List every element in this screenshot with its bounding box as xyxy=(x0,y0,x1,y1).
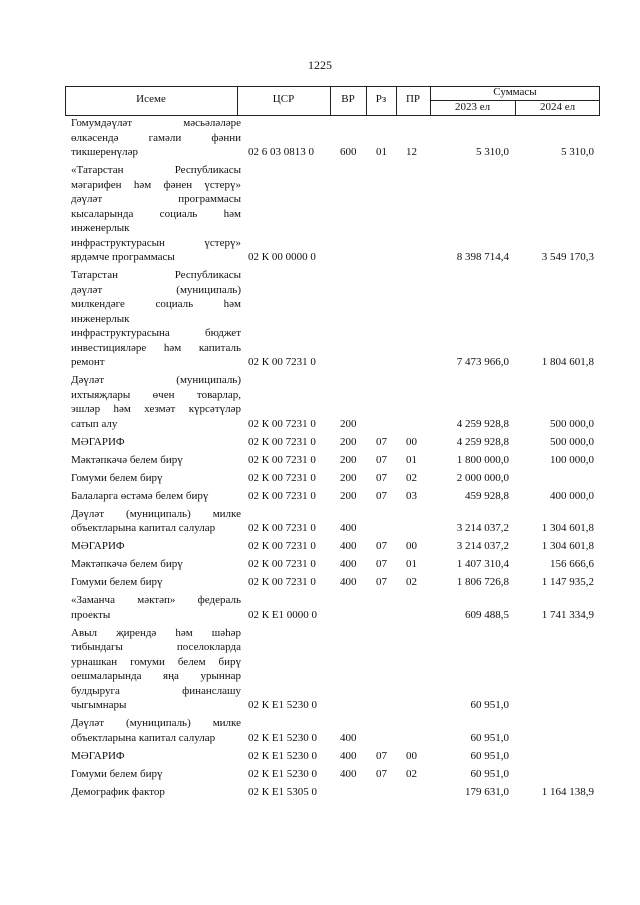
header-name: Исеме xyxy=(136,93,166,105)
row-rz: 07 xyxy=(376,767,387,780)
row-vr: 400 xyxy=(340,767,357,780)
row-csr: 02 К Е1 5230 0 xyxy=(248,699,318,711)
row-sum-2023: 3 214 037,2 xyxy=(456,540,509,552)
row-name-line: урнашкан гомуми белем бирү xyxy=(71,655,241,668)
header-csr: ЦСР xyxy=(272,93,295,105)
row-rz: 07 xyxy=(376,435,387,448)
row-name-line: дәүләт (муниципаль) xyxy=(71,283,241,296)
row-name-line: Гомуми белем бирү xyxy=(71,576,163,588)
row-name-line: Гомуми белем бирү xyxy=(71,767,163,780)
row-sum-2024: 5 310,0 xyxy=(561,146,594,158)
row-sum-2023: 1 407 310,4 xyxy=(456,558,509,570)
row-csr: 02 6 03 0813 0 xyxy=(248,146,314,158)
row-csr: 02 К 00 7231 0 xyxy=(248,489,316,502)
row-sum-2023: 5 310,0 xyxy=(476,146,509,158)
row-csr: 02 К Е1 5230 0 xyxy=(248,749,318,762)
row-rz: 07 xyxy=(376,471,387,484)
row-sum-2023: 2 000 000,0 xyxy=(456,471,509,484)
row-sum-2023: 7 473 966,0 xyxy=(456,356,509,368)
row-pr: 02 xyxy=(406,767,417,780)
row-name-line: инфраструктурасына бюджет xyxy=(71,327,241,339)
row-rz: 07 xyxy=(376,453,387,466)
row-sum-2024: 400 000,0 xyxy=(550,489,594,502)
row-name-line: Гомуми белем бирү xyxy=(71,471,163,484)
row-name-line: кысаларында социаль һәм xyxy=(71,207,241,220)
header-year-2024: 2024 ел xyxy=(539,101,576,113)
header-vr: ВР xyxy=(341,93,355,105)
row-name-line: Дәүләт (муниципаль) милке xyxy=(71,507,241,520)
row-vr: 200 xyxy=(340,453,357,466)
row-sum-2024: 1 164 138,9 xyxy=(541,785,594,798)
row-name-line: тибындагы поселокларда xyxy=(71,641,241,653)
row-name-line: инфраструктурасын үстерү» xyxy=(71,236,241,249)
table-row xyxy=(65,557,600,572)
row-vr: 200 xyxy=(340,435,357,448)
row-pr: 01 xyxy=(406,558,417,570)
row-name-line: МӘГАРИФ xyxy=(71,749,125,762)
row-rz: 07 xyxy=(376,489,387,502)
row-name-line: Дәүләт (муниципаль) милке xyxy=(71,717,241,729)
row-name-line: дәүләт программасы xyxy=(71,193,241,205)
row-sum-2023: 1 806 726,8 xyxy=(456,576,509,588)
row-pr: 02 xyxy=(406,576,417,588)
row-vr: 400 xyxy=(340,731,357,744)
table-row xyxy=(65,539,600,554)
row-name-line: өлкәсендә гамәли фәнни xyxy=(71,131,241,144)
row-name-line: инженерлык xyxy=(71,312,130,325)
row-sum-2023: 60 951,0 xyxy=(470,749,509,762)
header-pr: ПР xyxy=(405,93,421,105)
row-name-line: МӘГАРИФ xyxy=(71,540,125,552)
row-pr: 01 xyxy=(406,453,417,466)
row-csr: 02 К Е1 5305 0 xyxy=(248,785,318,798)
row-name-line: Мәктәпкәчә белем бирү xyxy=(71,453,183,466)
row-name-line: ярдәмче программасы xyxy=(71,251,175,263)
table-row xyxy=(65,716,600,745)
row-csr: 02 К 00 7231 0 xyxy=(248,558,316,570)
row-vr: 400 xyxy=(340,576,357,588)
row-vr: 200 xyxy=(340,471,357,484)
table-row xyxy=(65,471,600,486)
row-rz: 07 xyxy=(376,558,387,570)
row-sum-2023: 4 259 928,8 xyxy=(456,435,509,448)
row-name-line: Дәүләт (муниципаль) xyxy=(71,374,241,386)
table-row xyxy=(65,435,600,450)
row-name-line: Мәктәпкәчә белем бирү xyxy=(71,558,183,570)
row-vr: 400 xyxy=(340,540,357,552)
row-name-line: чыгымнары xyxy=(71,699,127,711)
row-sum-2023: 459 928,8 xyxy=(465,489,509,502)
row-sum-2023: 60 951,0 xyxy=(470,731,509,744)
row-sum-2023: 3 214 037,2 xyxy=(456,522,509,534)
row-name-line: Авыл җирендә һәм шәһәр xyxy=(71,626,241,639)
row-vr: 400 xyxy=(340,749,357,762)
table-row xyxy=(65,785,600,800)
row-csr: 02 К 00 7231 0 xyxy=(248,471,316,484)
table-row xyxy=(65,593,600,622)
row-sum-2023: 4 259 928,8 xyxy=(456,417,509,430)
table-row xyxy=(65,575,600,590)
row-rz: 07 xyxy=(376,576,387,588)
row-pr: 02 xyxy=(406,471,417,484)
row-name-line: «Татарстан Республикасы xyxy=(71,164,241,176)
row-sum-2023: 179 631,0 xyxy=(465,785,509,798)
row-name-line: проекты xyxy=(71,608,111,621)
row-vr: 400 xyxy=(340,558,357,570)
row-vr: 200 xyxy=(340,489,357,502)
table-row xyxy=(65,268,600,370)
table-header xyxy=(65,86,600,116)
row-csr: 02 К 00 7231 0 xyxy=(248,356,316,368)
row-rz: 07 xyxy=(376,540,387,552)
row-name-line: мәгарифен һәм фәнен үстерү» xyxy=(71,178,241,191)
row-csr: 02 К 00 7231 0 xyxy=(248,435,316,448)
row-pr: 00 xyxy=(406,435,417,448)
header-rz: Рз xyxy=(375,93,387,105)
row-name-line: ремонт xyxy=(71,356,105,368)
row-name-line: инженерлык xyxy=(71,222,130,234)
row-sum-2024: 3 549 170,3 xyxy=(541,251,594,263)
header-sums: Суммасы xyxy=(493,86,537,98)
table-row xyxy=(65,453,600,468)
row-csr: 02 К 00 0000 0 xyxy=(248,251,316,263)
table-row xyxy=(65,749,600,764)
row-name-line: тикшеренүләр xyxy=(71,146,139,158)
row-csr: 02 К Е1 0000 0 xyxy=(248,608,318,621)
row-sum-2024: 100 000,0 xyxy=(550,453,594,466)
table-row xyxy=(65,373,600,431)
row-pr: 03 xyxy=(406,489,417,502)
row-csr: 02 К 00 7231 0 xyxy=(248,522,316,534)
row-pr: 12 xyxy=(406,146,417,158)
row-sum-2023: 1 800 000,0 xyxy=(456,453,509,466)
row-name-line: оешмаларында яңа урыннар xyxy=(71,670,241,682)
row-name-line: объектларына капитал салулар xyxy=(71,522,216,534)
header-year-2023: 2023 ел xyxy=(454,101,491,113)
row-name-line: Демографик фактор xyxy=(71,785,165,798)
row-sum-2023: 609 488,5 xyxy=(465,608,509,621)
row-csr: 02 К 00 7231 0 xyxy=(248,540,316,552)
row-name-line: милкендәге социаль һәм xyxy=(71,298,241,310)
row-rz: 01 xyxy=(376,146,387,158)
row-name-line: объектларына капитал салулар xyxy=(71,731,216,744)
row-name-line: МӘГАРИФ xyxy=(71,435,125,448)
row-sum-2024: 156 666,6 xyxy=(550,558,594,570)
row-csr: 02 К 00 7231 0 xyxy=(248,417,316,430)
row-csr: 02 К Е1 5230 0 xyxy=(248,731,318,744)
table-row xyxy=(65,507,600,536)
row-name-line: эшләр һәм хезмәт күрсәтүләр xyxy=(71,403,241,415)
table-row xyxy=(65,767,600,782)
row-sum-2024: 500 000,0 xyxy=(550,435,594,448)
row-name-line: Гомумдәүләт мәсьәләләре xyxy=(71,117,241,129)
row-vr: 200 xyxy=(340,417,357,430)
row-pr: 00 xyxy=(406,749,417,762)
page-number: 1225 xyxy=(308,58,332,72)
row-csr: 02 К 00 7231 0 xyxy=(248,453,316,466)
table-row xyxy=(65,116,600,160)
row-name-line: булдыруга финанслашу xyxy=(71,684,241,697)
row-sum-2024: 500 000,0 xyxy=(550,417,594,430)
row-name-line: «Заманча мәктәп» федераль xyxy=(71,594,241,606)
row-sum-2023: 60 951,0 xyxy=(470,767,509,780)
row-sum-2024: 1 304 601,8 xyxy=(541,540,594,552)
row-pr: 00 xyxy=(406,540,417,552)
row-name-line: сатып алу xyxy=(71,417,118,430)
row-name-line: ихтыяҗлары өчен товарлар, xyxy=(71,388,241,401)
row-sum-2024: 1 741 334,9 xyxy=(541,608,594,621)
row-rz: 07 xyxy=(376,749,387,762)
row-name-line: инвестицияләре һәм капиталь xyxy=(71,341,241,354)
row-csr: 02 К 00 7231 0 xyxy=(248,576,316,588)
row-sum-2024: 1 147 935,2 xyxy=(541,576,594,588)
row-sum-2024: 1 804 601,8 xyxy=(541,356,594,368)
table-body xyxy=(65,116,600,803)
row-vr: 600 xyxy=(340,146,357,158)
row-name-line: Балаларга өстәмә белем бирү xyxy=(71,489,209,502)
row-sum-2023: 60 951,0 xyxy=(470,699,509,711)
table-row xyxy=(65,163,600,265)
row-name-line: Татарстан Республикасы xyxy=(71,269,241,281)
row-csr: 02 К Е1 5230 0 xyxy=(248,767,318,780)
row-sum-2023: 8 398 714,4 xyxy=(456,251,509,263)
table-row xyxy=(65,626,600,713)
row-sum-2024: 1 304 601,8 xyxy=(541,522,594,534)
row-vr: 400 xyxy=(340,522,357,534)
table-row xyxy=(65,489,600,504)
